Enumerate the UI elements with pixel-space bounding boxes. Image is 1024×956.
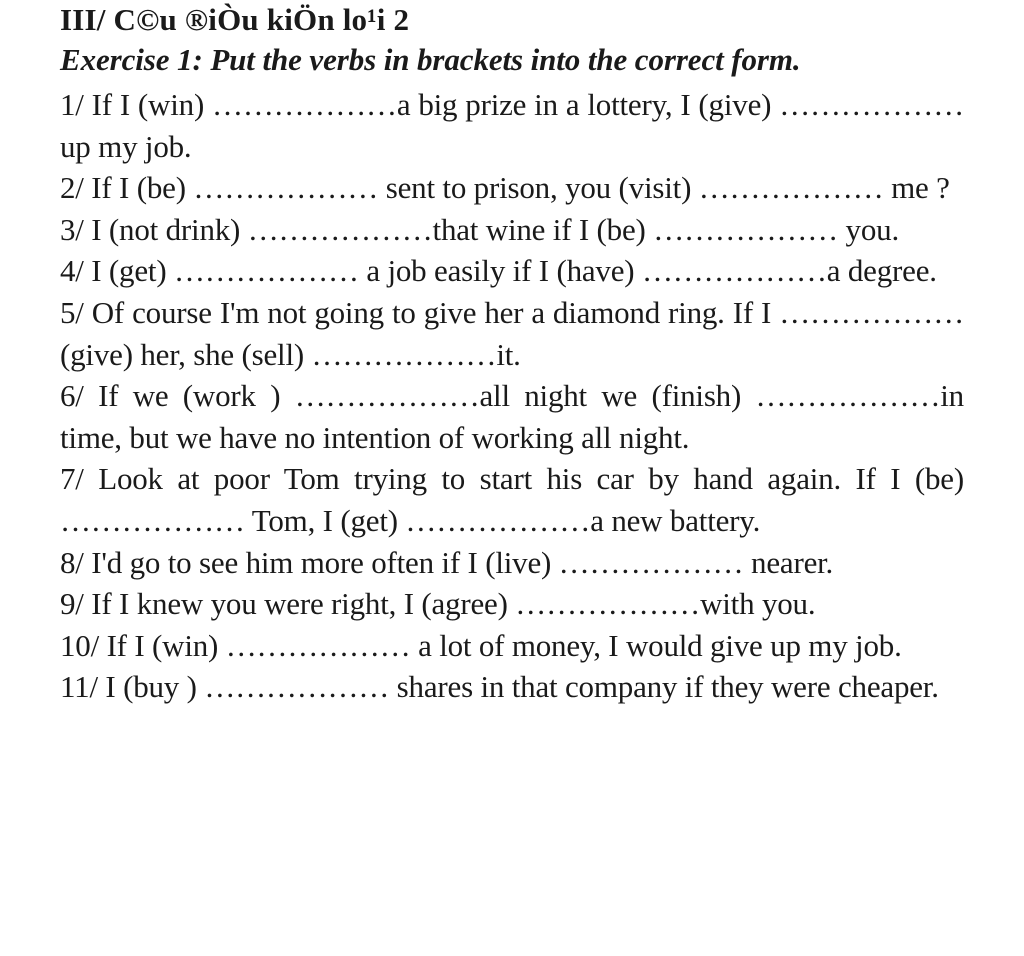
- exercise-item-9: 9/ If I knew you were right, I (agree) ………………with you.: [60, 586, 816, 622]
- exercise-item-11: 11/ I (buy ) ……………… shares in that company if they were cheaper.: [60, 669, 939, 705]
- exercise-item-8: 8/ I'd go to see him more often if I (live) ……………… nearer.: [60, 544, 834, 580]
- exercise-item-1: 1/ If I (win) ………………a big prize in a lottery, I (give) ……………… up my job.: [60, 87, 964, 164]
- exercise-item-6: 6/ If we (work ) ………………all night we (finish) ………………in time, but we have no intention of working all night.: [60, 378, 964, 455]
- exercise-item-4: 4/ I (get) ……………… a job easily if I (have) ………………a degree.: [60, 253, 937, 289]
- exercise-item-3: 3/ I (not drink) ………………that wine if I (be) ……………… you.: [60, 211, 899, 247]
- exercise-item-7: 7/ Look at poor Tom trying to start his car by hand again. If I (be) ……………… Tom, I (get) ………………a new battery.: [60, 461, 964, 538]
- exercise-item-5: 5/ Of course I'm not going to give her a diamond ring. If I ……………… (give) her, she (sell) ………………it.: [60, 294, 964, 372]
- worksheet-page: [60, 0, 964, 708]
- exercise-title: Exercise 1: Put the verbs in brackets into the correct form.: [60, 42, 801, 77]
- exercise-item-2: 2/ If I (be) ……………… sent to prison, you (visit) ……………… me ?: [60, 170, 950, 206]
- exercise-item-10: 10/ If I (win) ……………… a lot of money, I would give up my job.: [60, 627, 902, 663]
- section-title: III/ C©u ®iÒu kiÖn lo¹i 2: [60, 2, 410, 37]
